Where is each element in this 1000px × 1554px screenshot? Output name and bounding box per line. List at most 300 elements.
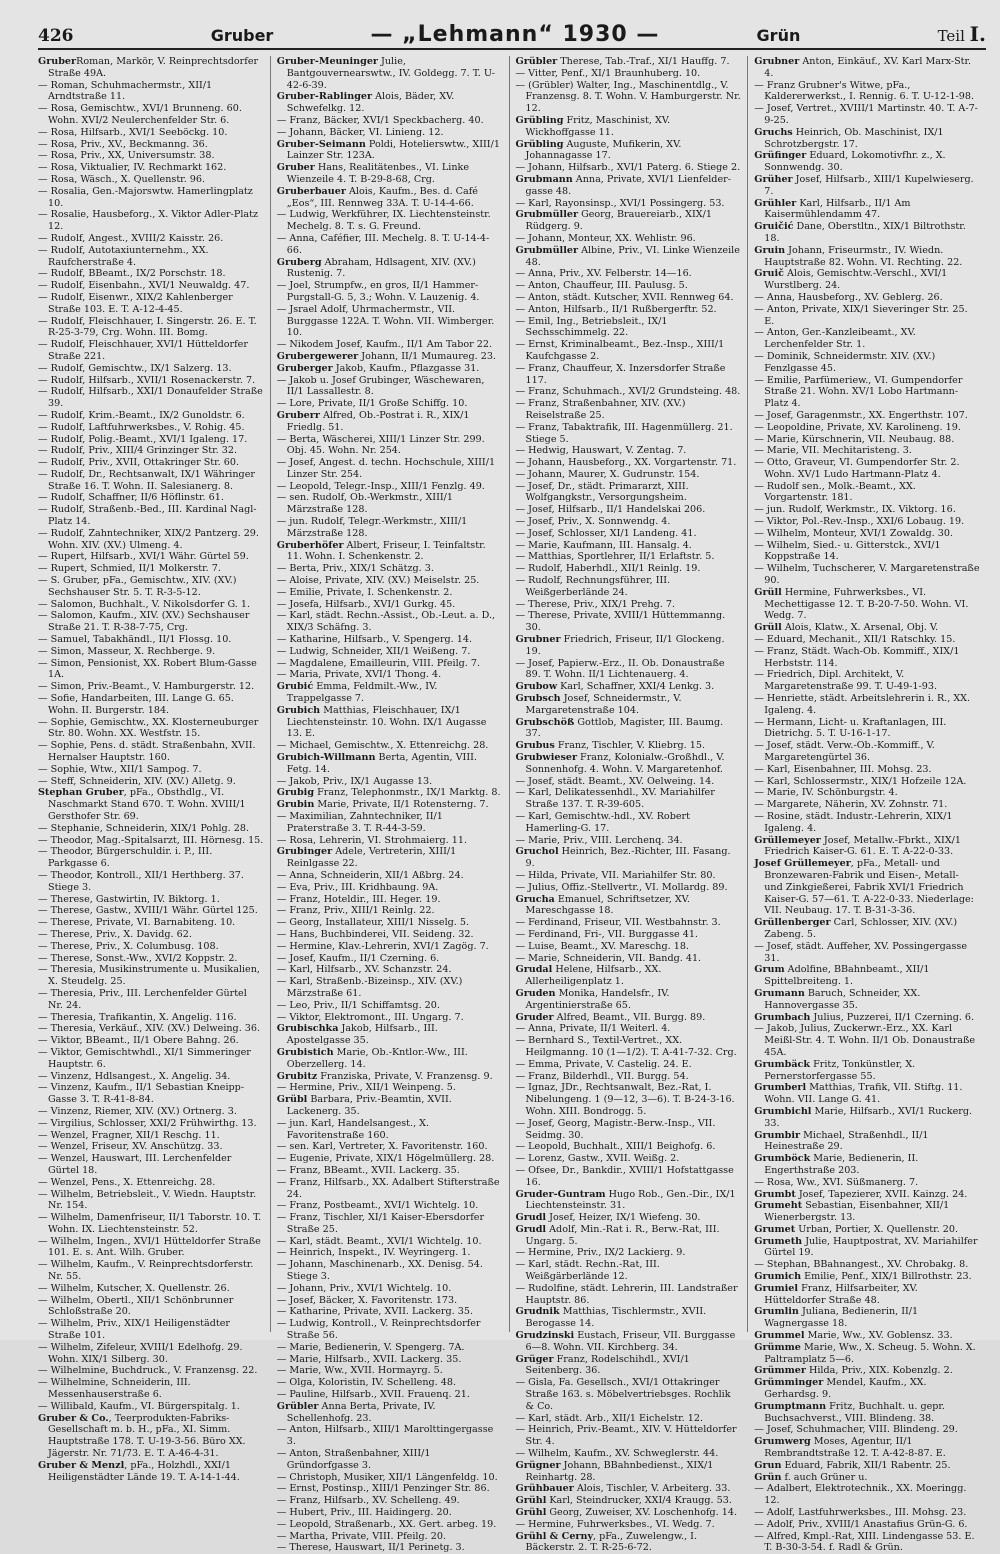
directory-entry bbox=[516, 174, 742, 198]
entry-text: — Anna, Hausbeforg., XV. Geblerg. 26. bbox=[754, 291, 943, 303]
directory-entry bbox=[277, 56, 503, 91]
directory-entry bbox=[277, 1424, 503, 1448]
directory-entry bbox=[38, 268, 264, 280]
entry-text: — Jakob, Julius, Zuckerwr.-Erz., XX. Karl Meißl-Str. 4. T. Wohn. II/1 Ob. Donaustraße 45A. bbox=[754, 1023, 976, 1058]
directory-entry bbox=[277, 1012, 503, 1024]
directory-entry bbox=[277, 917, 503, 929]
directory-entry bbox=[38, 1012, 264, 1024]
directory-entry bbox=[516, 941, 742, 953]
entry-text: — Viktor, Elektromont., III. Ungarg. 7. bbox=[276, 1011, 464, 1023]
page-header bbox=[38, 22, 986, 50]
directory-entry bbox=[38, 1236, 264, 1260]
directory-entry bbox=[754, 1519, 980, 1531]
entry-text: — Henriette, städt. Arbeitslehrerin i. R., XX. Igaleng. 4. bbox=[754, 693, 971, 716]
entry-text: — Hilda, Private, VII. Mariahilfer Str. 80. bbox=[515, 869, 716, 881]
directory-entry bbox=[754, 56, 980, 80]
directory-entry bbox=[754, 1059, 980, 1083]
entry-text: f. auch Grüner u. bbox=[781, 1471, 868, 1483]
directory-entry bbox=[38, 245, 264, 269]
directory-entry bbox=[277, 1283, 503, 1295]
directory-entry bbox=[38, 1023, 264, 1035]
directory-entry bbox=[516, 752, 742, 776]
entry-text: — Franz, Hilfsarb., XV. Schelleng. 49. bbox=[276, 1495, 460, 1507]
entry-text: — Theodor, Bürgerschuldir. i. P., III. Parkgasse 6. bbox=[38, 846, 213, 870]
entry-text: — Jakob, Priv., IX/1 Augasse 13. bbox=[276, 775, 433, 787]
directory-entry bbox=[516, 740, 742, 752]
directory-entry bbox=[277, 776, 503, 788]
directory-entry bbox=[516, 504, 742, 516]
directory-entry bbox=[754, 693, 980, 717]
entry-text: , pFa., Zuwelengw., I. Bäckerstr. 2. T. R-25-6-72. bbox=[525, 1530, 698, 1554]
entry-text: Hugo Rob., Gen.-Dir., IX/1 Liechtensteinstr. 31. bbox=[525, 1188, 736, 1212]
entry-name: Grumbt bbox=[754, 1188, 796, 1200]
entry-text: — Marie, Bedienerin, V. Spengerg. 7A. bbox=[276, 1341, 465, 1353]
entry-text: — Rosalia, Gen.-Majorswtw. Hamerlingplatz 10. bbox=[38, 185, 253, 209]
directory-entry bbox=[38, 1082, 264, 1106]
entry-text: — Ferdinand, Friseur, VII. Westbahnstr. 3. bbox=[515, 917, 721, 929]
entry-name: Grubitz bbox=[276, 1070, 318, 1082]
directory-entry bbox=[38, 1365, 264, 1377]
entry-text: — Vinzenz, Kaufm., II/1 Sebastian Kneipp-Gasse 3. T. R-41-8-84. bbox=[38, 1082, 245, 1106]
entry-name: Grümminger bbox=[754, 1377, 824, 1389]
directory-entry bbox=[277, 1306, 503, 1318]
entry-text: — Therese, Priv., X. Columbusg. 108. bbox=[38, 940, 219, 952]
directory-entry bbox=[516, 964, 742, 988]
directory-entry bbox=[277, 1519, 503, 1531]
entry-text: — Rudolf, Eisenwr., XIX/2 Kahlenberger Straße 103. E. T. A-12-4-45. bbox=[38, 291, 233, 315]
entry-text: — Josef, Hilfsarb., II/1 Handelskai 206. bbox=[515, 504, 706, 516]
directory-entry bbox=[754, 1130, 980, 1154]
entry-name: Grudnik bbox=[515, 1306, 560, 1318]
entry-text: — Hermine, Priv., XII/1 Weinpeng. 5. bbox=[276, 1082, 456, 1094]
entry-text: — Hermine, Klav.-Lehrerin, XVI/1 Zagög. 7. bbox=[276, 940, 489, 952]
directory-entry bbox=[754, 292, 980, 304]
directory-entry bbox=[754, 127, 980, 151]
entry-text: , Teerprodukten-Fabriks-Gesellschaft m. b. H., pFa., XI. Simm. Hauptstraße 178. T. U-19-3-56. Büro XX. Jägerstr. Nr. 71/73. E. T. A-46-4-31. bbox=[48, 1412, 246, 1460]
directory-entry bbox=[38, 1118, 264, 1130]
directory-entry bbox=[277, 1342, 503, 1354]
entry-text: — Wilhelm, Kaufm., XV. Schweglerstr. 44. bbox=[515, 1448, 719, 1460]
entry-text: Franz, Tischler, V. Kliebrg. 15. bbox=[554, 740, 706, 752]
directory-entry bbox=[277, 186, 503, 210]
entry-text: Emma, Feldmilt.-Ww., IV. Trappelgasse 7. bbox=[286, 681, 438, 705]
entry-text: — Katharine, Private, XVII. Lackerg. 35. bbox=[276, 1306, 474, 1318]
directory-entry bbox=[38, 563, 264, 575]
directory-entry bbox=[38, 1460, 264, 1484]
entry-text: — Rosa, Lehrerin, VI. Strohmaierg. 11. bbox=[276, 834, 467, 846]
entry-text: — Anna, Private, II/1 Weiterl. 4. bbox=[515, 1023, 671, 1035]
entry-text: — Johann, Priv., XVI/1 Wichtelg. 10. bbox=[276, 1282, 452, 1294]
entry-name: Gruber-Seimann bbox=[276, 138, 366, 150]
directory-entry bbox=[754, 516, 980, 528]
directory-entry bbox=[516, 776, 742, 788]
entry-text: — Rosa, Ww., XVI. Süßmanerg. 7. bbox=[754, 1176, 919, 1188]
directory-entry bbox=[754, 422, 980, 434]
directory-entry bbox=[38, 988, 264, 1012]
directory-entry bbox=[754, 198, 980, 222]
entry-text: — Franz, Bilderhdl., VII. Burgg. 54. bbox=[515, 1070, 689, 1082]
entry-text: — Adalbert, Elektrotechnik., XX. Moeringg. 12. bbox=[754, 1483, 967, 1507]
entry-text: Albine, Priv., VI. Linke Wienzeile 48. bbox=[525, 244, 740, 268]
entry-text: — Rudolf, Priv., XIII/4 Grinzinger Str. 32. bbox=[38, 445, 238, 457]
directory-entry bbox=[516, 1071, 742, 1083]
entry-text: — Josef, städt. Auffeher, XV. Possingergasse 31. bbox=[754, 940, 968, 964]
directory-entry bbox=[754, 245, 980, 269]
entry-name: Grübl bbox=[276, 1094, 308, 1106]
directory-entry bbox=[38, 103, 264, 127]
entry-name: Grüger bbox=[515, 1353, 554, 1365]
entry-text: — Franz, Städt. Wach-Ob. Kommiff., XIX/1 Herbststr. 114. bbox=[754, 645, 960, 669]
directory-entry bbox=[38, 658, 264, 682]
entry-text: — Rudolf, Fleischhauer, XVI/1 Hütteldorfer Straße 221. bbox=[38, 339, 248, 362]
directory-entry bbox=[38, 1295, 264, 1319]
directory-entry bbox=[277, 587, 503, 599]
entry-text: Michael, Straßenhdl., II/1 Heinestraße 29. bbox=[764, 1129, 929, 1153]
entry-text: — Josef, Schuhmacher, VIII. Blindeng. 29. bbox=[754, 1424, 958, 1436]
directory-entry bbox=[516, 198, 742, 210]
directory-entry bbox=[277, 799, 503, 811]
directory-entry bbox=[516, 835, 742, 847]
directory-entry bbox=[277, 835, 503, 847]
entry-name: Stephan Gruber bbox=[38, 787, 124, 799]
entry-name: Grügner bbox=[515, 1459, 561, 1471]
directory-entry bbox=[754, 1259, 980, 1271]
entry-text: Josef, Tapezierer, XVII. Kainzg. 24. bbox=[795, 1188, 968, 1200]
entry-text: — Friedrich, Dipl. Architekt, V. Margaretenstraße 99. T. U-49-1-93. bbox=[754, 669, 938, 693]
entry-text: — Lore, Private, II/1 Große Schiffg. 10. bbox=[276, 398, 468, 410]
entry-text: — Johann, Hausbeforg., XX. Vorgartenstr. 71. bbox=[515, 457, 737, 469]
directory-entry bbox=[516, 1012, 742, 1024]
entry-name: Grumbach bbox=[754, 1011, 811, 1023]
entry-text: — Rudolf, Laftfuhrwerksbes., V. Rohig. 45. bbox=[38, 421, 245, 433]
directory-entry bbox=[516, 457, 742, 469]
entry-text: Matthias, Trafik, VII. Stiftg. 11. Wohn. VII. Lange G. 41. bbox=[764, 1082, 963, 1106]
directory-entry bbox=[754, 1224, 980, 1236]
entry-text: Gottlob, Magister, III. Baumg. 37. bbox=[525, 716, 724, 740]
entry-text: — Anton, Hilfsarb., II/1 Rußbergerftr. 52. bbox=[515, 303, 717, 315]
directory-entry bbox=[38, 646, 264, 658]
entry-text: — Rudolf sen., Molk.-Beamt., XX. Vorgartenstr. 181. bbox=[754, 480, 916, 504]
directory-entry bbox=[516, 245, 742, 269]
part-number: I. bbox=[969, 22, 986, 46]
directory-entry bbox=[754, 268, 980, 292]
entry-name: Grubinger bbox=[276, 846, 333, 858]
directory-entry bbox=[38, 174, 264, 186]
entry-text: — Anton, Chauffeur, III. Paulusg. 5. bbox=[515, 280, 688, 292]
directory-entry bbox=[277, 91, 503, 115]
entry-text: Roman, Markör, V. Reinprechtsdorfer Straße 49A. bbox=[48, 56, 259, 79]
entry-text: — Maria, Private, XVI/1 Thong. 4. bbox=[276, 669, 442, 681]
directory-entry bbox=[38, 316, 264, 340]
header-title: — „Lehmann“ 1930 — bbox=[370, 22, 660, 47]
entry-text: — Steff, Schneiderin, XIV. (XV.) Alletg. 9. bbox=[38, 775, 236, 787]
entry-text: — Vitter, Penf., XI/1 Braunhuberg. 10. bbox=[515, 67, 701, 79]
entry-text: — Sofie, Handarbeiten, III. Lange G. 65. Wohn. II. Burgerstr. 184. bbox=[38, 693, 234, 716]
directory-entry bbox=[516, 115, 742, 139]
entry-text: Matthias, Tischlermstr., XVII. Berogasse 14. bbox=[525, 1306, 707, 1330]
directory-entry bbox=[38, 1047, 264, 1071]
directory-entry bbox=[754, 540, 980, 564]
entry-text: — Franz, Postbeamt., XVI/1 Wichtelg. 10. bbox=[276, 1200, 479, 1212]
entry-text: — Anton, Private, XIX/1 Sieveringer Str. 25. E. bbox=[754, 303, 968, 327]
entry-text: Marie, Bedienerin, II. Engerthstraße 203. bbox=[764, 1153, 919, 1176]
entry-text: — Rudolf, Haberhdl., XII/1 Reinlg. 19. bbox=[515, 563, 701, 575]
directory-entry bbox=[38, 469, 264, 493]
directory-entry bbox=[516, 516, 742, 528]
entry-name: Grumböck bbox=[754, 1153, 811, 1165]
entry-text: Baruch, Schneider, XX. Hannovergasse 35. bbox=[764, 987, 921, 1011]
entry-text: — Leopold, Straßenarb., XX. Gert. arbeg. 19. bbox=[276, 1518, 497, 1530]
directory-entry bbox=[516, 610, 742, 634]
entry-name: Grumberl bbox=[754, 1082, 807, 1094]
entry-text: — Marie, IV. Schönburgstr. 4. bbox=[754, 787, 898, 799]
entry-text: — Anna, Schneiderin, XII/1 Aßbrg. 24. bbox=[276, 869, 464, 881]
directory-entry bbox=[754, 1200, 980, 1224]
entry-text: — Eduard, Mechanit., XII/1 Ratschky. 15. bbox=[754, 634, 956, 646]
entry-name: Gruber bbox=[276, 162, 315, 174]
entry-text: — Wenzel, Fragner, XII/1 Reschg. 11. bbox=[38, 1129, 220, 1141]
entry-text: — Karl, Straßenb.-Bizeinsp., XIV. (XV.) Märzstraße 61. bbox=[276, 976, 463, 999]
entry-text: — Rosa, Priv., XV., Beckmanng. 36. bbox=[38, 138, 208, 150]
directory-entry bbox=[516, 80, 742, 115]
directory-entry bbox=[516, 469, 742, 481]
entry-text: — Berta, Wäscherei, XIII/1 Linzer Str. 299. Obj. 45. Wohn. Nr. 254. bbox=[276, 433, 485, 457]
entry-text: — Hans, Buchbinderei, VII. Seideng. 32. bbox=[276, 928, 474, 940]
directory-entry bbox=[754, 528, 980, 540]
column-2 bbox=[270, 56, 509, 1554]
directory-entry bbox=[277, 575, 503, 587]
directory-entry bbox=[754, 1472, 980, 1484]
entry-text: Carl, Schlosser, XIV. (XV.) Zabeng. 5. bbox=[764, 917, 958, 940]
directory-entry bbox=[754, 835, 980, 859]
directory-entry bbox=[516, 953, 742, 965]
entry-text: — Rudolf, Priv., XVII, Ottakringer Str. 60. bbox=[38, 457, 240, 469]
directory-entry bbox=[754, 481, 980, 505]
directory-entry bbox=[754, 1531, 980, 1554]
entry-name: Grühl bbox=[515, 1507, 547, 1519]
directory-entry bbox=[277, 905, 503, 917]
directory-entry bbox=[38, 445, 264, 457]
directory-entry bbox=[277, 1542, 503, 1554]
entry-text: — Ferdinand, Fri-, VII. Burggasse 41. bbox=[515, 928, 698, 940]
entry-text: Dane, Oberstltn., XIX/1 Biltrothstr. 18. bbox=[764, 221, 966, 244]
entry-text: Auguste, Mufikerin, XV. Johannagasse 17. bbox=[525, 138, 682, 162]
directory-entry bbox=[277, 1000, 503, 1012]
directory-entry bbox=[38, 835, 264, 847]
directory-entry bbox=[38, 634, 264, 646]
directory-entry bbox=[754, 1023, 980, 1058]
directory-entry bbox=[38, 1071, 264, 1083]
entry-text: — Johann, Hilfsarb., XVI/1 Paterg. 6. Stiege 2. bbox=[515, 162, 741, 174]
entry-text: — Anton, Hilfsarb., XIII/1 Marolttingergasse 3. bbox=[276, 1424, 494, 1448]
entry-name: Grumbäck bbox=[754, 1058, 811, 1070]
entry-text: — Stephanie, Schneiderin, XIX/1 Pohlg. 28. bbox=[38, 822, 250, 834]
directory-entry bbox=[754, 327, 980, 351]
entry-text: Johann, II/1 Mumaureg. 23. bbox=[358, 350, 496, 362]
directory-entry bbox=[516, 1212, 742, 1224]
entry-name: Gruden bbox=[515, 987, 556, 999]
entry-text: — Nikodem Josef, Kaufm., II/1 Am Tabor 22. bbox=[276, 339, 493, 351]
entry-text: — Rudolf, Krim.-Beamt., IX/2 Gunoldstr. 6. bbox=[38, 409, 245, 421]
directory-entry bbox=[516, 304, 742, 316]
entry-text: — Theresia, Verkäuf., XIV. (XV.) Delweing. 36. bbox=[38, 1023, 261, 1035]
directory-entry bbox=[38, 292, 264, 316]
entry-name: Gruberr bbox=[276, 409, 320, 421]
entry-text: , pFa., Obsthdlg., VI. Naschmarkt Stand 670. T. Wohn. XVIII/1 Gersthofer Str. 69. bbox=[48, 787, 246, 822]
entry-text: Julius, Puzzerei, II/1 Czerning. 6. bbox=[810, 1011, 975, 1023]
entry-text: Juliana, Bedienerin, II/1 Wagnergasse 18. bbox=[764, 1306, 919, 1330]
directory-entry bbox=[754, 646, 980, 670]
entry-text: — Therese, Private, VI. Barnabiteng. 10. bbox=[38, 917, 236, 929]
directory-entry bbox=[38, 139, 264, 151]
directory-entry bbox=[516, 1165, 742, 1189]
entry-name: Gruchol bbox=[515, 846, 559, 858]
entry-text: Alois, Klatw., X. Arsenal, Obj. V. bbox=[781, 622, 939, 634]
entry-text: — Franz, Bäcker, XVI/1 Speckbacherg. 40. bbox=[276, 114, 484, 126]
directory-entry bbox=[516, 988, 742, 1012]
entry-text: — Josef, Bäcker, X. Favoritenstr. 173. bbox=[276, 1294, 458, 1306]
directory-entry bbox=[754, 375, 980, 410]
entry-text: Karl, Steindrucker, XXI/4 Kraugg. 53. bbox=[546, 1495, 732, 1507]
directory-entry bbox=[38, 457, 264, 469]
entry-text: — Marie, Priv., VIII. Lerchenq. 34. bbox=[515, 834, 683, 846]
entry-text: Helene, Hilfsarb., XX. Allerheiligenplatz 1. bbox=[525, 964, 662, 988]
entry-text: — Hubert, Priv., III. Haidingerg. 20. bbox=[276, 1507, 452, 1519]
entry-text: — Salomon, Kaufm., XIV. (XV.) Sechshauser Straße 21. T. R-38-7-75, Crg. bbox=[38, 610, 250, 634]
entry-text: — Luise, Beamt., XV. Mareschg. 18. bbox=[515, 940, 689, 952]
directory-entry bbox=[754, 799, 980, 811]
entry-text: — Georg, Installateur, XIII/1 Nisselg. 5. bbox=[276, 917, 470, 929]
entry-text: Marie, Private, II/1 Rotensterng. 7. bbox=[314, 799, 489, 811]
directory-entry bbox=[516, 1354, 742, 1378]
directory-entry bbox=[754, 1330, 980, 1342]
entry-text: — Heinrich, Inspekt., IV. Weyringerg. 1. bbox=[276, 1247, 471, 1259]
directory-entry bbox=[277, 351, 503, 363]
entry-text: — Therese, Gastwirtin, IV. Biktorg. 1. bbox=[38, 893, 220, 905]
directory-entry bbox=[754, 669, 980, 693]
entry-text: — Roman, Schuhmachermstr., XII/1 Arndtstraße 11. bbox=[38, 79, 213, 103]
entry-name: Grübling bbox=[515, 138, 564, 150]
entry-text: — Sophie, Gemischtw., XX. Klosterneuburger Str. 80. Wohn. XX. Westfstr. 15. bbox=[38, 716, 259, 740]
entry-text: — Therese, Hauswart, II/1 Perinetg. 3. bbox=[276, 1542, 465, 1554]
entry-text: Anton, Einkäuf., XV. Karl Marx-Str. 4. bbox=[764, 56, 972, 79]
directory-entry bbox=[38, 504, 264, 528]
directory-entry bbox=[516, 1330, 742, 1354]
directory-entry bbox=[754, 1082, 980, 1106]
directory-entry bbox=[38, 717, 264, 741]
directory-entry bbox=[516, 634, 742, 658]
directory-entry bbox=[38, 610, 264, 634]
directory-entry bbox=[516, 280, 742, 292]
entry-text: — Leopold, Telegr.-Insp., XIII/1 Fenzlg. 49. bbox=[276, 480, 485, 492]
directory-entry bbox=[277, 563, 503, 575]
entry-text: — Karl, Schlossermstr., XIX/1 Hofzeile 12A. bbox=[754, 775, 967, 787]
entry-text: Marie, Hilfsarb., XVI/1 Ruckerg. 33. bbox=[764, 1105, 973, 1129]
directory-entry bbox=[516, 386, 742, 398]
directory-entry bbox=[754, 434, 980, 446]
entry-text: — Adolf, Priv., XVIII/1 Anastafius Grün-G. 6. bbox=[754, 1518, 968, 1530]
entry-name: Grubschöß bbox=[515, 716, 575, 728]
entry-text: — Ludwig, Kontroll., V. Reinprechtsdorfer Straße 56. bbox=[276, 1318, 481, 1342]
entry-name: Grubmüller bbox=[515, 244, 579, 256]
directory-entry bbox=[38, 1189, 264, 1213]
entry-name: Grucha bbox=[515, 893, 555, 905]
entry-name: Grün bbox=[754, 1471, 782, 1483]
directory-entry bbox=[516, 422, 742, 446]
entry-text: — Gisla, Fa. Gesellsch., XVI/1 Ottakringer Straße 163. s. Möbelvertriebsges. Rochlik & Co. bbox=[515, 1377, 731, 1412]
directory-entry bbox=[754, 351, 980, 375]
directory-entry bbox=[277, 658, 503, 670]
directory-entry bbox=[277, 941, 503, 953]
directory-entry bbox=[38, 363, 264, 375]
directory-entry bbox=[38, 964, 264, 988]
entry-name: Grüllemeyer bbox=[754, 834, 821, 846]
directory-entry bbox=[754, 740, 980, 764]
entry-text: — Michael, Gemischtw., X. Ettenreichg. 28. bbox=[276, 740, 489, 752]
entry-text: — Rosa, Viktualier, IV. Rechmarkt 162. bbox=[38, 162, 227, 174]
directory-entry bbox=[754, 717, 980, 741]
entry-text: — Rosa, Wäsch., X. Quellenstr. 96. bbox=[38, 173, 206, 185]
directory-entry bbox=[516, 363, 742, 387]
directory-entry bbox=[516, 398, 742, 422]
directory-entry bbox=[516, 1283, 742, 1307]
entry-text: , pFa., Holzhdl., XXI/1 Heiligenstädter Lände 19. T. A-14-1-44. bbox=[48, 1459, 240, 1483]
entry-text: Emanuel, Schriftsetzer, XV. Mareschgasse 18. bbox=[525, 893, 690, 917]
entry-text: — Josef, Kaufm., II/1 Czerning. 6. bbox=[276, 952, 440, 964]
directory-entry bbox=[38, 1413, 264, 1460]
entry-text: Franz, Kolonialw.-Großhdl., V. Sonnenhofg. 4. Wohn. V. Margaretenhof. bbox=[525, 752, 725, 775]
directory-entry bbox=[277, 257, 503, 281]
entry-name: Grubig bbox=[276, 787, 315, 799]
entry-text: — Josef, städt. Beamt., XV. Oelweing. 14. bbox=[515, 775, 715, 787]
entry-text: Hermine, Fuhrwerksbes., VI. Mechettigasse 12. T. B-20-7-50. Wohn. VI. Wedg. 7. bbox=[764, 586, 969, 622]
entry-text: Eduard, Lokomotivfhr. z., X. Sonnwendg. 30. bbox=[764, 150, 946, 174]
directory-entry bbox=[754, 587, 980, 622]
directory-entry bbox=[277, 457, 503, 481]
entry-text: Hilda, Priv., XIX. Kobenzlg. 2. bbox=[805, 1365, 953, 1377]
directory-entry bbox=[754, 1377, 980, 1401]
entry-text: — Willibald, Kaufm., VI. Bürgerspitalg. 1. bbox=[38, 1400, 240, 1412]
entry-text: Berta, Agentin, VIII. Fetg. 14. bbox=[286, 752, 477, 775]
entry-text: — Hermine, Fuhrwerksbes., VI. Wedg. 7. bbox=[515, 1518, 715, 1530]
directory-entry bbox=[754, 1306, 980, 1330]
directory-entry bbox=[516, 787, 742, 811]
entry-text: — sen. Rudolf, Ob.-Werkmstr., XIII/1 Märzstraße 128. bbox=[276, 492, 453, 516]
entry-text: — Karl, Rayonsinsp., XVI/1 Possingerg. 53. bbox=[515, 197, 725, 209]
directory-entry bbox=[277, 882, 503, 894]
entry-text: — Josef, Schlosser, XI/1 Landeng. 41. bbox=[515, 527, 697, 539]
directory-entry bbox=[516, 528, 742, 540]
entry-text: — Viktor, Gemischtwhdl., XI/1 Simmeringer Hauptstr. 6. bbox=[38, 1046, 251, 1070]
entry-text: — Rosalie, Hausbeforg., X. Viktor Adler-Platz 12. bbox=[38, 209, 259, 233]
directory-entry bbox=[38, 1212, 264, 1236]
entry-text: — Rosa, Hilfsarb., XVI/1 Seeböckg. 10. bbox=[38, 126, 228, 138]
directory-entry bbox=[754, 988, 980, 1012]
directory-entry bbox=[277, 1247, 503, 1259]
entry-text: — Marie, Schneiderin, VII. Bandg. 41. bbox=[515, 952, 702, 964]
entry-name: Grumbichl bbox=[754, 1105, 812, 1117]
entry-text: Fritz, Buchhalt. u. gepr. Buchsachverst., VIII. Blindeng. 38. bbox=[764, 1400, 945, 1424]
entry-text: — Emilie, Private, I. Schenkenstr. 2. bbox=[276, 586, 453, 598]
directory-entry bbox=[516, 1023, 742, 1035]
directory-entry bbox=[516, 575, 742, 599]
entry-text: Barbara, Priv.-Beamtin, XVII. Lackenerg. 35. bbox=[286, 1094, 452, 1117]
entry-text: — Marie, Ww., XVII. Hormayrg. 5. bbox=[276, 1365, 443, 1377]
directory-entry bbox=[277, 434, 503, 458]
directory-entry bbox=[38, 80, 264, 104]
entry-text: — Pauline, Hilfsarb., XVII. Frauenq. 21. bbox=[276, 1389, 470, 1401]
entry-text: — Marie, Kaufmann, III. Hansalg. 4. bbox=[515, 539, 692, 551]
